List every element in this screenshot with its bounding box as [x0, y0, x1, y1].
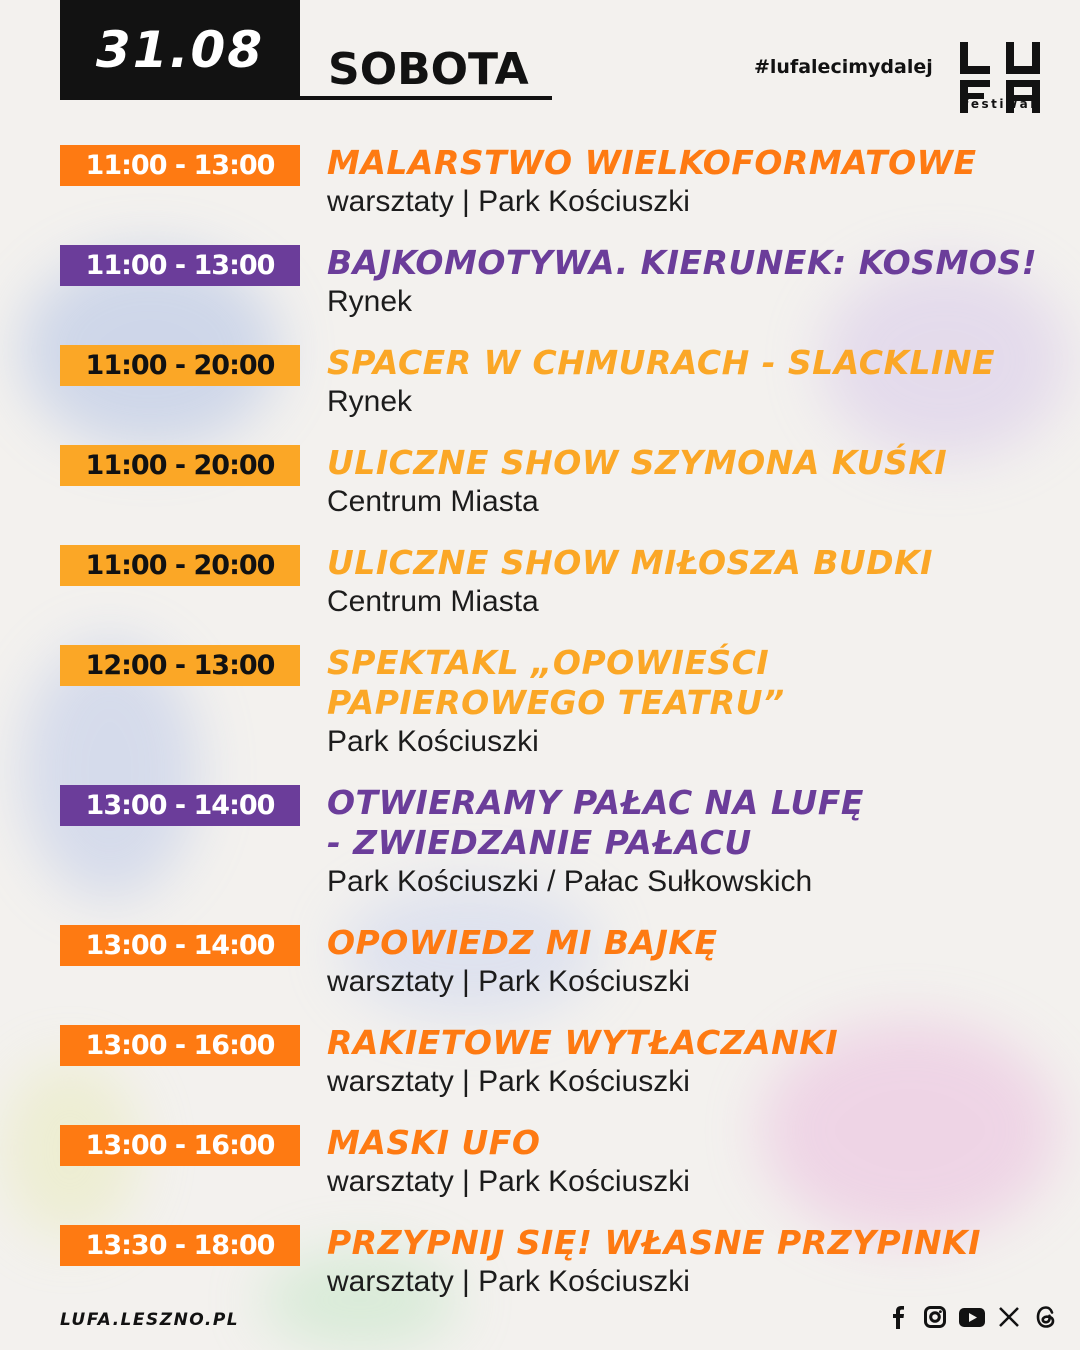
hashtag: #lufalecimydalej — [754, 56, 933, 78]
event-title — [327, 543, 1057, 583]
facebook-icon[interactable] — [884, 1303, 911, 1331]
event-title — [327, 1223, 1057, 1263]
instagram-icon[interactable] — [921, 1303, 948, 1331]
time-badge: 11:00 - 13:00 — [60, 145, 300, 186]
event-title-line: OPOWIEDZ MI BAJKĘ — [327, 923, 718, 962]
event-location: Park Kościuszki — [327, 725, 539, 758]
event-title-line: BAJKOMOTYWA. KIERUNEK: KOSMOS! — [327, 243, 1038, 282]
event-location: Rynek — [327, 385, 413, 418]
event-title — [327, 643, 1057, 723]
event-location: warsztaty | Park Kościuszki — [327, 965, 690, 998]
time-badge: 13:00 - 14:00 — [60, 925, 300, 966]
time-badge: 13:30 - 18:00 — [60, 1225, 300, 1266]
website-link[interactable]: LUFA.LESZNO.PL — [60, 1310, 240, 1330]
time-badge: 13:00 - 14:00 — [60, 785, 300, 826]
date-badge: 31.08 — [60, 0, 300, 100]
event-location: warsztaty | Park Kościuszki — [327, 1065, 690, 1098]
logo-subtitle: festiwal — [963, 97, 1037, 111]
time-badge: 12:00 - 13:00 — [60, 645, 300, 686]
time-badge: 11:00 - 13:00 — [60, 245, 300, 286]
time-badge: 11:00 - 20:00 — [60, 445, 300, 486]
event-title — [327, 443, 1057, 483]
event-title — [327, 1123, 1057, 1163]
event-title-line: ULICZNE SHOW MIŁOSZA BUDKI — [327, 543, 933, 582]
x-icon[interactable] — [995, 1303, 1022, 1331]
time-badge: 13:00 - 16:00 — [60, 1025, 300, 1066]
event-title-line: RAKIETOWE WYTŁACZANKI — [327, 1023, 839, 1062]
event-title — [327, 783, 1057, 863]
event-title-line: PAPIEROWEGO TEATRU” — [327, 683, 785, 722]
time-badge: 11:00 - 20:00 — [60, 545, 300, 586]
event-title-line: OTWIERAMY PAŁAC NA LUFĘ — [327, 783, 864, 822]
event-location: warsztaty | Park Kościuszki — [327, 1165, 690, 1198]
day-label: SOBOTA — [300, 40, 552, 100]
event-title-line: MASKI UFO — [327, 1123, 541, 1162]
event-title-line: MALARSTWO WIELKOFORMATOWE — [327, 143, 977, 182]
event-location: Centrum Miasta — [327, 585, 539, 618]
event-location: Centrum Miasta — [327, 485, 539, 518]
event-title — [327, 1023, 1057, 1063]
event-title-line: SPACER W CHMURACH - SLACKLINE — [327, 343, 995, 382]
threads-icon[interactable] — [1032, 1303, 1059, 1331]
event-title — [327, 143, 1057, 183]
event-title — [327, 243, 1057, 283]
event-location: warsztaty | Park Kościuszki — [327, 1265, 690, 1298]
time-badge: 11:00 - 20:00 — [60, 345, 300, 386]
event-title — [327, 923, 1057, 963]
event-title-line: PRZYPNIJ SIĘ! WŁASNE PRZYPINKI — [327, 1223, 981, 1262]
event-title — [327, 343, 1057, 383]
event-location: Park Kościuszki / Pałac Sułkowskich — [327, 865, 813, 898]
youtube-icon[interactable] — [958, 1303, 985, 1331]
time-badge: 13:00 - 16:00 — [60, 1125, 300, 1166]
event-location: Rynek — [327, 285, 413, 318]
event-location: warsztaty | Park Kościuszki — [327, 185, 690, 218]
event-title-line: - ZWIEDZANIE PAŁACU — [327, 823, 752, 862]
social-icons — [884, 1303, 1059, 1331]
event-title-line: SPEKTAKL „OPOWIEŚCI — [327, 643, 770, 682]
event-title-line: ULICZNE SHOW SZYMONA KUŚKI — [327, 443, 948, 482]
